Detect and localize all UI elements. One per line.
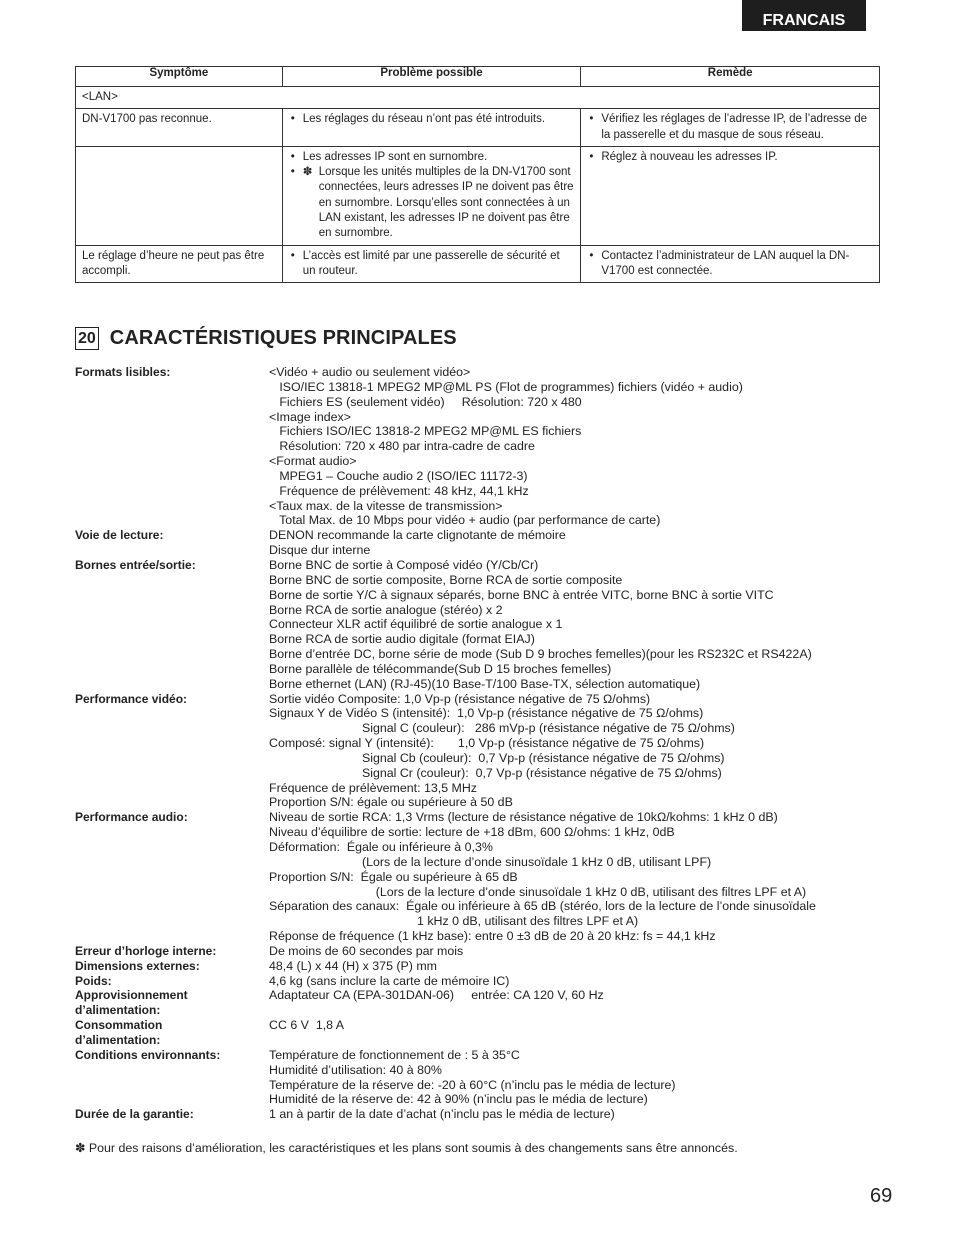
language-tab: FRANCAIS — [742, 0, 866, 31]
problem-cell — [282, 109, 581, 147]
spec-row — [75, 1048, 895, 1107]
lan-section-label: <LAN> — [76, 87, 880, 109]
spec-row — [75, 365, 895, 528]
spec-row — [75, 944, 895, 959]
spec-value: Adaptateur CA (EPA-301DAN-06) entrée: CA 120 V, 60 Hz — [269, 988, 604, 1003]
symptom-cell — [76, 146, 283, 245]
problem-text: • Les réglages du réseau n’ont pas été introduits. — [289, 112, 575, 127]
column-header-problem: Problème possible — [282, 67, 581, 87]
remedy-text: • Contactez l’administrateur de LAN auquel la DN-V1700 est connectée. — [587, 249, 873, 280]
spec-label: Voie de lecture: — [75, 528, 164, 543]
spec-value: Température de fonctionnement de : 5 à 35°C Humidité d’utilisation: 40 à 80% Température de la réserve de: -20 à 60°C (n’inclu pas le média de lecture) Humidité de la réserve de: 42 à 90% (n’inclu pas le média de lecture) — [269, 1047, 676, 1107]
symptom-cell: Le réglage d’heure ne peut pas être accompli. — [76, 245, 283, 283]
asterisk-icon: ✽ — [75, 1141, 86, 1155]
spec-label: Performance audio: — [75, 810, 188, 825]
spec-label: Formats lisibles: — [75, 365, 171, 379]
footnote-text: Pour des raisons d’amélioration, les caractéristiques et les plans sont soumis à des changements sans être annoncés. — [88, 1141, 738, 1155]
spec-value: CC 6 V 1,8 A — [269, 1018, 345, 1033]
table-row — [76, 109, 880, 147]
remedy-text: • Vérifiez les réglages de l’adresse IP, de l’adresse de la passerelle et du masque de sous réseau. — [587, 112, 873, 143]
specifications-list — [75, 365, 895, 1122]
problem-text: • Les adresses IP sont en surnombre. — [289, 150, 575, 165]
page-number: 69 — [870, 1185, 893, 1207]
spec-row — [75, 810, 895, 944]
problem-note — [303, 165, 575, 241]
spec-value: 4,6 kg (sans inclure la carte de mémoire IC) — [269, 973, 510, 988]
table-row — [76, 146, 880, 245]
troubleshooting-table — [75, 66, 880, 283]
spec-value: Niveau de sortie RCA: 1,3 Vrms (lecture de résistance négative de 10kΩ/kohms: 1 kHz 0 dB) Niveau d’équilibre de sortie: lecture de +18 dBm, 600 Ω/ohms: 1 kHz, 0dB Déformation: Égale ou inférieure à 0,3% (Lors de la lecture d’onde sinusoïdale 1 kHz 0 dB, utilisant LPF) Proportion S/N: Égale ou supérieure à 65 dB (Lors de la lecture d’onde sinusoïdale 1 kHz 0 dB, utilisant des filtres LPF et A) Séparation des canaux: Égale ou inférieure à 65 dB (stéréo, lors de la lecture de l’onde sinusoïdale 1 kHz 0 dB, utilisant des filtres LPF et A) Réponse de fréquence (1 kHz base): entre 0 ±3 dB de 20 à 20 kHz: fs = 44,1 kHz — [269, 810, 816, 944]
spec-value: Sortie vidéo Composite: 1,0 Vp-p (résistance négative de 75 Ω/ohms) Signaux Y de Vidéo S (intensité): 1,0 Vp-p (résistance négative de 75 Ω/ohms) Signal C (couleur): 286 mVp-p (résistance négative de 75 Ω/ohms) Composé: signal Y (intensité): 1,0 Vp-p (résistance négative de 75 Ω/ohms) Signal Cb (couleur): 0,7 Vp-p (résistance négative de 75 Ω/ohms) Signal Cr (couleur): 0,7 Vp-p (résistance négative de 75 Ω/ohms) Fréquence de prélèvement: 13,5 MHz Proportion S/N: égale ou supérieure à 50 dB — [269, 691, 735, 810]
spec-row — [75, 528, 895, 558]
spec-label: Durée de la garantie: — [75, 1107, 194, 1122]
problem-note-wrap — [289, 165, 575, 241]
spec-row — [75, 974, 895, 989]
spec-label: Consommation d’alimentation: — [75, 1018, 163, 1047]
problem-cell — [282, 146, 581, 245]
asterisk-icon: • ✽ — [302, 166, 313, 179]
spec-label: Conditions environnants: — [75, 1047, 221, 1062]
spec-row — [75, 988, 895, 1018]
spec-value: De moins de 60 secondes par mois — [269, 943, 464, 958]
footnote — [75, 1140, 738, 1155]
column-header-symptom: Symptôme — [76, 67, 283, 87]
table-header-row — [76, 67, 880, 87]
symptom-cell: DN-V1700 pas reconnue. — [76, 109, 283, 147]
spec-row — [75, 959, 895, 974]
spec-value: 1 an à partir de la date d’achat (n’inclu pas le média de lecture) — [269, 1107, 615, 1122]
spec-label: Bornes entrée/sortie: — [75, 557, 196, 572]
table-row — [76, 245, 880, 283]
remedy-text: • Réglez à nouveau les adresses IP. — [587, 150, 873, 165]
problem-text: • L’accès est limité par une passerelle de sécurité et un routeur. — [289, 249, 575, 280]
problem-note-text: Lorsque les unités multiples de la DN-V1700 sont connectées, leurs adresses IP ne doivent pas être en surnombre. Lorsqu’elles sont connectées à un LAN existant, les adresses IP ne doivent pas être en surnombre. — [318, 166, 574, 240]
spec-row — [75, 1107, 895, 1122]
section-title: CARACTÉRISTIQUES PRINCIPALES — [109, 326, 457, 349]
section-heading — [75, 326, 457, 350]
spec-row — [75, 558, 895, 692]
spec-label: Approvisionnement d’alimentation: — [75, 988, 188, 1018]
column-header-remedy: Remède — [581, 67, 880, 87]
spec-value: <Vidéo + audio ou seulement vidéo> ISO/IEC 13818-1 MPEG2 MP@ML PS (Flot de programmes) fichiers (vidéo + audio) Fichiers ES (seulement vidéo) Résolution: 720 x 480 <Image index> Fichiers ISO/IEC 13818-2 MPEG2 MP@ML ES fichiers Résolution: 720 x 480 par intra-cadre de cadre <Format audio> MPEG1 – Couche audio 2 (ISO/IEC 11172-3) Fréquence de prélèvement: 48 kHz, 44,1 kHz <Taux max. de la vitesse de transmission> Total Max. de 10 Mbps pour vidéo + audio (par performance de carte) — [269, 365, 743, 528]
spec-label: Dimensions externes: — [75, 958, 200, 973]
remedy-cell — [581, 245, 880, 283]
table-section-row — [76, 87, 880, 109]
spec-value: Borne BNC de sortie à Composé vidéo (Y/Cb/Cr) Borne BNC de sortie composite, Borne RCA de sortie composite Borne de sortie Y/C à signaux séparés, borne BNC à entrée VITC, borne BNC à sortie VITC Borne RCA de sortie analogue (stéréo) x 2 Connecteur XLR actif équilibré de sortie analogue x 1 Borne RCA de sortie audio digitale (format EIAJ) Borne d’entrée DC, borne série de mode (Sub D 9 broches femelles)(pour les RS232C et RS422A) Borne parallèle de télécommande(Sub D 15 broches femelles) Borne ethernet (LAN) (RJ-45)(10 Base-T/100 Base-TX, sélection automatique) — [269, 557, 812, 691]
spec-value: DENON recommande la carte clignotante de mémoire Disque dur interne — [269, 528, 566, 558]
section-number: 20 — [75, 327, 99, 350]
spec-value: 48,4 (L) x 44 (H) x 375 (P) mm — [269, 958, 438, 973]
spec-row — [75, 1018, 895, 1048]
spec-label: Poids: — [75, 973, 112, 988]
problem-cell — [282, 245, 581, 283]
remedy-cell — [581, 109, 880, 147]
remedy-cell — [581, 146, 880, 245]
spec-row — [75, 692, 895, 811]
spec-label: Performance vidéo: — [75, 691, 188, 706]
spec-label: Erreur d’horloge interne: — [75, 943, 217, 958]
